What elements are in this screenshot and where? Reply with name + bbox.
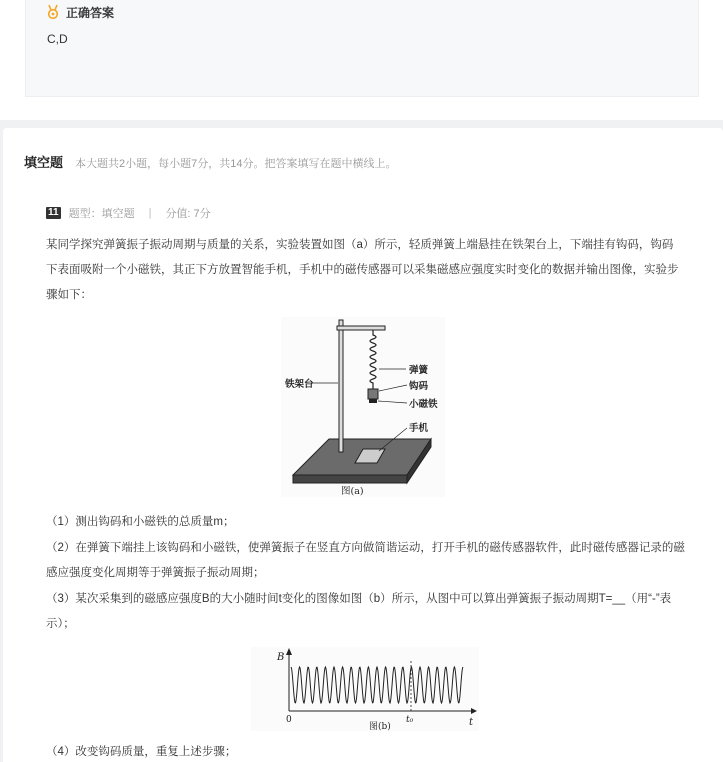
y-axis-label: B bbox=[277, 652, 285, 663]
origin-label: 0 bbox=[286, 715, 292, 725]
figure-b-caption: 图(b) bbox=[369, 722, 391, 731]
meta-separator: | bbox=[148, 207, 152, 219]
section-title: 填空题 bbox=[24, 155, 64, 170]
step-4: （4）改变钩码质量，重复上述步骤； bbox=[46, 746, 237, 758]
label-magnet: 小磁铁 bbox=[409, 399, 438, 410]
question-number-badge: 11 bbox=[48, 207, 59, 218]
answer-value: C,D bbox=[47, 32, 68, 46]
x-axis-label: t bbox=[469, 717, 474, 728]
t0-label: t₀ bbox=[406, 715, 414, 725]
question-section-card bbox=[3, 128, 723, 762]
answer-title: 正确答案 bbox=[66, 5, 115, 20]
question-type: 题型：填空题 bbox=[68, 208, 135, 220]
figure-a-caption: 图(a) bbox=[341, 486, 364, 497]
medal-icon bbox=[46, 4, 60, 20]
answer-card bbox=[0, 0, 723, 120]
step-1: （1）测出钩码和小磁铁的总质量m； bbox=[46, 516, 235, 528]
section-header bbox=[24, 152, 396, 171]
section-description: 本大题共2小题，每小题7分，共14分。把答案填写在题中横线上。 bbox=[75, 158, 397, 170]
label-spring: 弹簧 bbox=[409, 365, 429, 376]
label-stand: 铁架台 bbox=[285, 379, 314, 390]
question-stem: 某同学探究弹簧振子振动周期与质量的关系，实验装置如图（a）所示，轻质弹簧上端悬挂在铁架台上，下端挂有钩码，钩码下表面吸附一个小磁铁，其正下方放置智能手机，手机中的磁传感器可以采集磁感应强度实时变化的数据并输出图像，实验步骤如下： bbox=[46, 239, 679, 301]
label-phone: 手机 bbox=[409, 423, 429, 434]
figure-b-graph bbox=[251, 647, 479, 731]
answer-box bbox=[25, 0, 699, 97]
question-score: 分值: 7分 bbox=[165, 208, 211, 220]
figure-a-apparatus bbox=[281, 317, 445, 497]
answer-header bbox=[46, 4, 114, 20]
step-3: （3）某次采集到的磁感应强度B的大小随时间t变化的图像如图（b）所示，从图中可以算出弹簧振子振动周期T=__（用“-”表示）； bbox=[46, 592, 672, 630]
steps-list bbox=[46, 510, 686, 638]
step-2: （2）在弹簧下端挂上该钩码和小磁铁，使弹簧振子在竖直方向做简谐运动，打开手机的磁传感器软件，此时磁传感器记录的磁感应强度变化周期等于弹簧振子振动周期； bbox=[46, 541, 685, 579]
question-meta bbox=[46, 205, 211, 221]
label-weight: 钩码 bbox=[409, 381, 429, 392]
